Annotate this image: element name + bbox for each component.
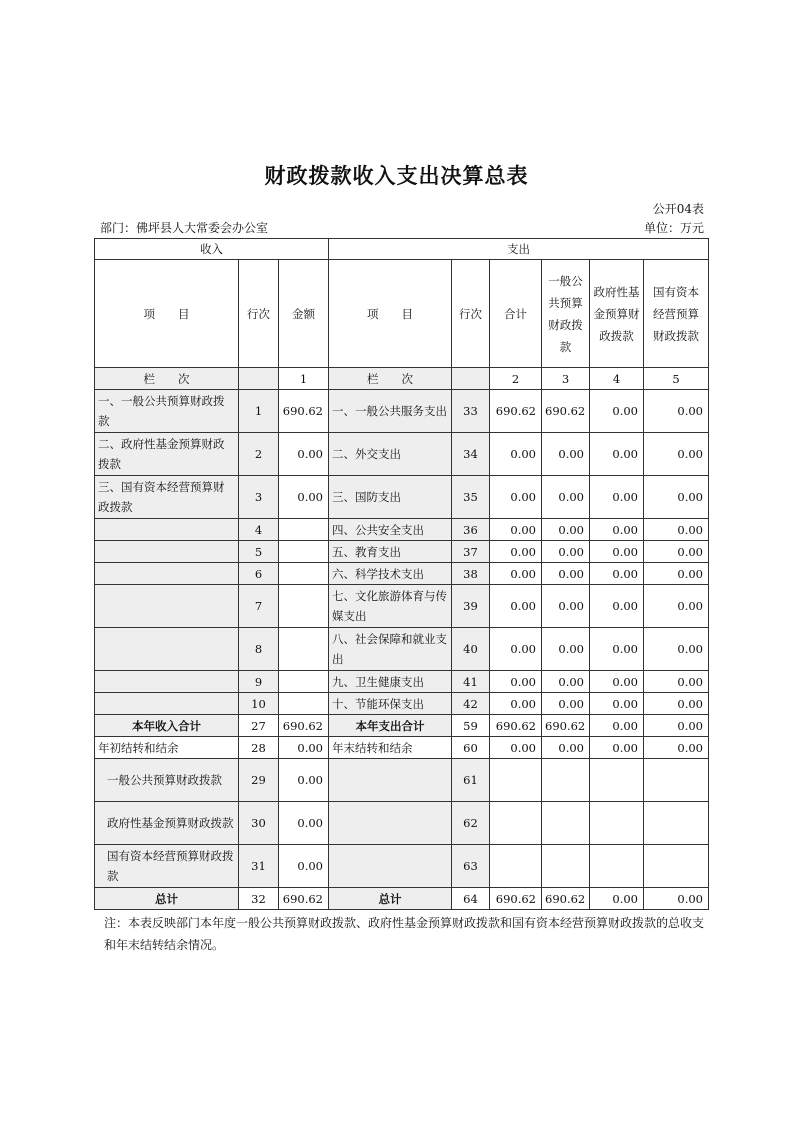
- table-row: [95, 737, 709, 759]
- expense-item: [329, 845, 452, 888]
- col-general-budget: 一般公共预算财政拨款: [542, 260, 590, 368]
- expense-item: 七、文化旅游体育与传媒支出: [329, 585, 452, 628]
- income-item: 总计: [95, 888, 239, 910]
- gov-fund-amount: 0.00: [590, 563, 644, 585]
- total-amount: 0.00: [490, 541, 542, 563]
- expense-item: 总计: [329, 888, 452, 910]
- table-row: [95, 541, 709, 563]
- expense-item: 四、公共安全支出: [329, 519, 452, 541]
- gov-fund-amount: 0.00: [590, 693, 644, 715]
- income-item: [95, 671, 239, 693]
- income-amount: [279, 693, 329, 715]
- gov-fund-amount: 0.00: [590, 715, 644, 737]
- income-line-no: 32: [239, 888, 279, 910]
- state-capital-amount: 0.00: [644, 563, 709, 585]
- total-amount: 0.00: [490, 671, 542, 693]
- total-amount: 690.62: [490, 390, 542, 433]
- state-capital-amount: 0.00: [644, 519, 709, 541]
- expense-line-no: 33: [452, 390, 490, 433]
- general-budget-amount: 0.00: [542, 563, 590, 585]
- income-line-no: 2: [239, 433, 279, 476]
- general-budget-amount: [542, 845, 590, 888]
- gov-fund-amount: 0.00: [590, 433, 644, 476]
- expense-line-no: 39: [452, 585, 490, 628]
- col-label: 栏 次: [329, 368, 452, 390]
- table-row: [95, 715, 709, 737]
- income-item: 国有资本经营预算财政拨款: [95, 845, 239, 888]
- table-row: [95, 519, 709, 541]
- table-row: [95, 628, 709, 671]
- income-amount: 0.00: [279, 476, 329, 519]
- gov-fund-amount: 0.00: [590, 390, 644, 433]
- col-number: 3: [542, 368, 590, 390]
- total-amount: [490, 759, 542, 802]
- general-budget-amount: 690.62: [542, 715, 590, 737]
- total-amount: 690.62: [490, 715, 542, 737]
- income-amount: [279, 541, 329, 563]
- state-capital-amount: [644, 759, 709, 802]
- income-amount: [279, 563, 329, 585]
- col-gov-fund: 政府性基金预算财政拨款: [590, 260, 644, 368]
- income-amount: [279, 519, 329, 541]
- expense-item: 九、卫生健康支出: [329, 671, 452, 693]
- gov-fund-amount: 0.00: [590, 476, 644, 519]
- general-budget-amount: 0.00: [542, 693, 590, 715]
- total-amount: 690.62: [490, 888, 542, 910]
- gov-fund-amount: [590, 845, 644, 888]
- income-amount: 690.62: [279, 390, 329, 433]
- state-capital-amount: 0.00: [644, 390, 709, 433]
- expense-line-no: 42: [452, 693, 490, 715]
- general-budget-amount: 0.00: [542, 585, 590, 628]
- table-row: [95, 585, 709, 628]
- general-budget-amount: 0.00: [542, 519, 590, 541]
- income-amount: 0.00: [279, 759, 329, 802]
- income-amount: 0.00: [279, 802, 329, 845]
- table-row: [95, 759, 709, 802]
- general-budget-amount: 0.00: [542, 671, 590, 693]
- table-row: [95, 563, 709, 585]
- col-state-capital: 国有资本经营预算财政拨款: [644, 260, 709, 368]
- general-budget-amount: 690.62: [542, 390, 590, 433]
- general-budget-amount: 0.00: [542, 737, 590, 759]
- form-number: 公开04表: [652, 202, 704, 216]
- total-amount: 0.00: [490, 628, 542, 671]
- income-amount: 0.00: [279, 845, 329, 888]
- income-item: 三、国有资本经营预算财政拨款: [95, 476, 239, 519]
- income-item: [95, 585, 239, 628]
- income-item: 年初结转和结余: [95, 737, 239, 759]
- expense-item: 五、教育支出: [329, 541, 452, 563]
- income-item: [95, 519, 239, 541]
- col-number: 2: [490, 368, 542, 390]
- general-budget-amount: 0.00: [542, 541, 590, 563]
- gov-fund-amount: 0.00: [590, 541, 644, 563]
- general-budget-amount: [542, 759, 590, 802]
- income-item: 本年收入合计: [95, 715, 239, 737]
- col-income-amount: 金额: [279, 260, 329, 368]
- expense-line-no: 35: [452, 476, 490, 519]
- expense-item: 三、国防支出: [329, 476, 452, 519]
- income-item: 政府性基金预算财政拨款: [95, 802, 239, 845]
- income-item: 一、一般公共预算财政拨款: [95, 390, 239, 433]
- state-capital-amount: 0.00: [644, 585, 709, 628]
- state-capital-amount: 0.00: [644, 888, 709, 910]
- income-line-no: 1: [239, 390, 279, 433]
- expense-item: 二、外交支出: [329, 433, 452, 476]
- gov-fund-amount: [590, 802, 644, 845]
- income-line-no: 6: [239, 563, 279, 585]
- total-amount: 0.00: [490, 693, 542, 715]
- income-line-no: 30: [239, 802, 279, 845]
- gov-fund-amount: 0.00: [590, 585, 644, 628]
- income-item: [95, 563, 239, 585]
- general-budget-amount: 690.62: [542, 888, 590, 910]
- col-number: 4: [590, 368, 644, 390]
- expense-line-no: 34: [452, 433, 490, 476]
- income-amount: 0.00: [279, 737, 329, 759]
- expense-line-no: 38: [452, 563, 490, 585]
- income-line-no: 31: [239, 845, 279, 888]
- expense-item: 本年支出合计: [329, 715, 452, 737]
- expense-line-no: 36: [452, 519, 490, 541]
- income-item: 二、政府性基金预算财政拨款: [95, 433, 239, 476]
- income-line-no: 5: [239, 541, 279, 563]
- col-income-line: 行次: [239, 260, 279, 368]
- state-capital-amount: 0.00: [644, 476, 709, 519]
- expense-line-no: 37: [452, 541, 490, 563]
- income-amount: 690.62: [279, 715, 329, 737]
- col-number: 1: [279, 368, 329, 390]
- general-budget-amount: 0.00: [542, 628, 590, 671]
- expense-line-no: 59: [452, 715, 490, 737]
- gov-fund-amount: [590, 759, 644, 802]
- expense-item: [329, 759, 452, 802]
- general-budget-amount: 0.00: [542, 476, 590, 519]
- income-line-no: 9: [239, 671, 279, 693]
- table-row: [95, 671, 709, 693]
- expense-line-no: 61: [452, 759, 490, 802]
- state-capital-amount: [644, 802, 709, 845]
- expense-line-no: 64: [452, 888, 490, 910]
- footnote: 注：本表反映部门本年度一般公共预算财政拨款、政府性基金预算财政拨款和国有资本经营预算财政拨款的总收支和年末结转结余情况。: [104, 916, 705, 952]
- gov-fund-amount: 0.00: [590, 519, 644, 541]
- expense-item: 十、节能环保支出: [329, 693, 452, 715]
- state-capital-amount: 0.00: [644, 671, 709, 693]
- expense-item: 六、科学技术支出: [329, 563, 452, 585]
- state-capital-amount: 0.00: [644, 715, 709, 737]
- income-amount: 0.00: [279, 433, 329, 476]
- state-capital-amount: [644, 845, 709, 888]
- income-amount: [279, 628, 329, 671]
- total-amount: 0.00: [490, 433, 542, 476]
- income-line-no: 27: [239, 715, 279, 737]
- department-label: 部门：佛坪县人大常委会办公室: [100, 221, 269, 235]
- expense-line-no: 41: [452, 671, 490, 693]
- total-amount: 0.00: [490, 476, 542, 519]
- total-amount: 0.00: [490, 519, 542, 541]
- income-line-no: 7: [239, 585, 279, 628]
- gov-fund-amount: 0.00: [590, 671, 644, 693]
- gov-fund-amount: 0.00: [590, 888, 644, 910]
- general-budget-amount: 0.00: [542, 433, 590, 476]
- income-item: [95, 628, 239, 671]
- col-number: 5: [644, 368, 709, 390]
- expense-line-no: 60: [452, 737, 490, 759]
- col-total: 合计: [490, 260, 542, 368]
- total-amount: 0.00: [490, 585, 542, 628]
- expense-line-no: 40: [452, 628, 490, 671]
- total-amount: [490, 802, 542, 845]
- gov-fund-amount: 0.00: [590, 737, 644, 759]
- state-capital-amount: 0.00: [644, 693, 709, 715]
- col-expense-line: 行次: [452, 260, 490, 368]
- income-amount: 690.62: [279, 888, 329, 910]
- table-row: [95, 433, 709, 476]
- total-amount: [490, 845, 542, 888]
- budget-table: [94, 238, 709, 910]
- expense-item: 年末结转和结余: [329, 737, 452, 759]
- table-row: [95, 476, 709, 519]
- expense-line-no: 62: [452, 802, 490, 845]
- expense-item: 一、一般公共服务支出: [329, 390, 452, 433]
- table-row: [95, 845, 709, 888]
- unit-label: 单位：万元: [643, 221, 704, 235]
- state-capital-amount: 0.00: [644, 628, 709, 671]
- income-item: 一般公共预算财政拨款: [95, 759, 239, 802]
- col-income-item: 项 目: [95, 260, 239, 368]
- expense-item: [329, 802, 452, 845]
- income-line-no: 29: [239, 759, 279, 802]
- income-amount: [279, 671, 329, 693]
- state-capital-amount: 0.00: [644, 541, 709, 563]
- total-amount: 0.00: [490, 563, 542, 585]
- col-label: 栏 次: [95, 368, 239, 390]
- table-row: [95, 802, 709, 845]
- table-row: [95, 390, 709, 433]
- table-row: [95, 693, 709, 715]
- page-title: 财政拨款收入支出决算总表: [264, 163, 529, 188]
- income-line-no: 10: [239, 693, 279, 715]
- expense-line-no: 63: [452, 845, 490, 888]
- income-amount: [279, 585, 329, 628]
- income-line-no: 8: [239, 628, 279, 671]
- income-item: [95, 541, 239, 563]
- expense-item: 八、社会保障和就业支出: [329, 628, 452, 671]
- income-line-no: 28: [239, 737, 279, 759]
- state-capital-amount: 0.00: [644, 737, 709, 759]
- income-line-no: 3: [239, 476, 279, 519]
- expense-header: 支出: [329, 239, 709, 260]
- income-item: [95, 693, 239, 715]
- gov-fund-amount: 0.00: [590, 628, 644, 671]
- general-budget-amount: [542, 802, 590, 845]
- total-amount: 0.00: [490, 737, 542, 759]
- col-expense-item: 项 目: [329, 260, 452, 368]
- income-line-no: 4: [239, 519, 279, 541]
- table-row: [95, 888, 709, 910]
- state-capital-amount: 0.00: [644, 433, 709, 476]
- income-header: 收入: [95, 239, 329, 260]
